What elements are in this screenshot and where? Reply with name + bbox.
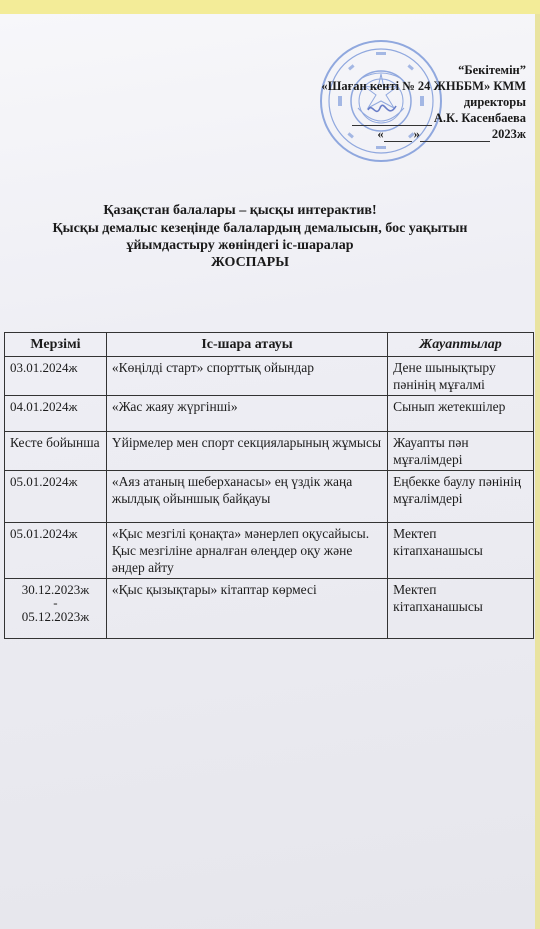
- date-quote-close: »: [413, 127, 420, 141]
- cell-responsible: Мектеп кітапханашысы: [388, 523, 534, 579]
- title-line-3: ұйымдастыру жөніндегі іс-шаралар: [126, 238, 354, 253]
- background-edge: [535, 14, 540, 929]
- title-line-4: ЖОСПАРЫ: [211, 255, 289, 270]
- cell-responsible: Мектеп кітапханашысы: [388, 579, 534, 639]
- table-header-row: [5, 333, 534, 357]
- approval-block: [321, 62, 526, 142]
- cell-event: «Көңілді старт» спорттық ойындар: [106, 357, 387, 396]
- cell-responsible: Жауапты пән мұғалімдері: [388, 432, 534, 471]
- table-row: [5, 579, 534, 639]
- cell-responsible: Еңбекке баулу пәнінің мұғалімдері: [388, 471, 534, 523]
- table-row: [5, 471, 534, 523]
- cell-event: «Жас жаяу жүргінші»: [106, 396, 387, 432]
- month-line: [420, 130, 490, 142]
- date-separator: -: [53, 595, 58, 610]
- cell-event: Үйірмелер мен спорт секцияларының жұмысы: [106, 432, 387, 471]
- table-row: [5, 432, 534, 471]
- cell-date: 04.01.2024ж: [5, 396, 107, 432]
- cell-date: 03.01.2024ж: [5, 357, 107, 396]
- header-event: Іс-шара атауы: [106, 333, 387, 357]
- cell-date: 05.01.2024ж: [5, 471, 107, 523]
- cell-responsible: Сынып жетекшілер: [388, 396, 534, 432]
- approval-heading: “Бекітемін”: [458, 63, 526, 77]
- approval-position: директоры: [463, 95, 526, 109]
- background-strip: [0, 0, 540, 14]
- cell-responsible: Дене шынықтыру пәнінің мұғалмі: [388, 357, 534, 396]
- header-responsible: Жауаптылар: [388, 333, 534, 357]
- table-row: [5, 357, 534, 396]
- date-from: 30.12.2023ж: [21, 582, 90, 597]
- approval-school: «Шаған кенті № 24 ЖНББМ» КММ: [321, 79, 526, 93]
- date-to: 05.12.2023ж: [21, 609, 90, 624]
- day-line: [384, 130, 412, 142]
- plan-table: [4, 332, 534, 639]
- header-date: Мерзімі: [5, 333, 107, 357]
- approval-date-line: [321, 126, 526, 142]
- cell-event: «Қыс қызықтары» кітаптар көрмесі: [106, 579, 387, 639]
- title-line-1: Қазақстан балалары – қысқы интерактив!: [103, 203, 377, 218]
- approval-name: А.К. Касенбаева: [433, 111, 526, 125]
- cell-event: «Аяз атаның шеберханасы» ең үздік жаңа жылдық ойыншық байқауы: [106, 471, 387, 523]
- cell-date: Кесте бойынша: [5, 432, 107, 471]
- title-line-2: Қысқы демалыс кезеңінде балалардың демалысын, бос уақытын: [52, 221, 468, 236]
- table-row: [5, 523, 534, 579]
- signature-line: [352, 114, 432, 126]
- cell-event: «Қыс мезгілі қонақта» мәнерлеп оқусайысы. Қыс мезгіліне арналған өлеңдер оқу және әндер айту: [106, 523, 387, 579]
- table-row: [5, 396, 534, 432]
- cell-date: 05.01.2024ж: [5, 523, 107, 579]
- approval-name-line: [321, 110, 526, 126]
- document-title: [0, 202, 540, 272]
- approval-year: 2023ж: [491, 127, 526, 141]
- cell-date-range: [5, 579, 107, 639]
- date-quote-open: «: [377, 127, 384, 141]
